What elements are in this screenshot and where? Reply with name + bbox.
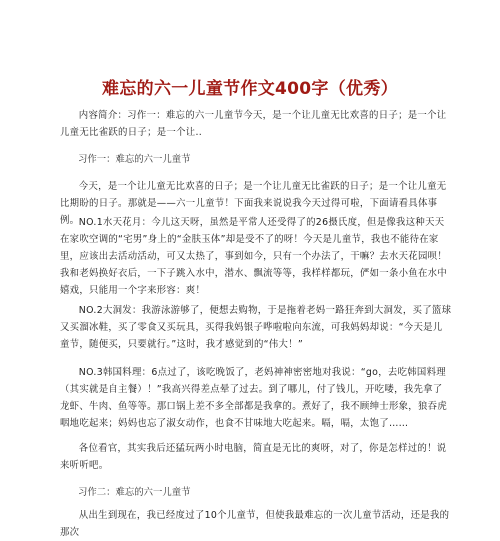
paragraph-shopping: NO.2大洞发：我游泳游够了，便想去购物，于是拖着老妈一路狂奔到大洞发，买了篮球又买溜冰鞋，买了零食又买玩具，买得我妈银子哗啦啦向东流，可我妈妈却说：“今天是儿童节，随便买，只要就行。”这时，我才感觉到的“伟大！” — [60, 305, 452, 350]
document-title: 难忘的六一儿童节作文400字（优秀） — [102, 79, 398, 99]
paragraph-closing: 各位看官，其实我后还猛玩两小时电脑，简直是无比的爽呀，对了，你是怎样过的！说来听听吧。 — [60, 443, 447, 471]
paragraph-opening: 今天，是一个让儿童无比欢喜的日子；是一个让儿童无比雀跃的日子；是一个让儿童无比期盼的日子。那就是——六一儿童节！下面我来说说我今天过得可啦，下面请看具体事例。 — [60, 181, 447, 226]
essay-one-heading: 习作一：难忘的六一儿童节 — [78, 154, 191, 165]
essay-two-heading: 习作二：难忘的六一儿童节 — [78, 487, 191, 498]
paragraph-korean-food: NO.3韩国料理：6点过了，该吃晚饭了，老妈神神密密地对我说：“go，去吃韩国料理（其实就是自主餐）！”我高兴得差点晕了过去。到了哪儿，付了钱儿，开吃喽，我先拿了龙虾、牛肉、鱼等等。那口锅上差不多全部都是我拿的。煮好了，我不顾绅士形象，狼吞虎咽地吃起来；妈妈也忘了淑女动作，也食不甘味地大吃起来。嗝，嗝，太饱了…… — [60, 367, 448, 429]
paragraph-water-park: NO.1水天花月：今儿这天呀，虽然是平常人还受得了的26摄氏度，但是像我这种天天在家吹空调的“宅男”身上的“金肤玉体”却是受不了的呀！今天是儿童节，我也不能待在家里，应该出去活动活动，可又太热了，事到如今，只有一个办法了，干嘛？去水天花园呗！我和老妈换好衣后，一下子跳入水中，潜水、飘流等等，我样样都玩，俨如一条小鱼在水中嬉戏，只能用一个字来形容：爽！ — [60, 217, 448, 296]
intro-paragraph: 内容简介：习作一：难忘的六一儿童节今天，是一个让儿童无比欢喜的日子；是一个让儿童无比雀跃的日子；是一个让.. — [60, 110, 447, 138]
paragraph-essay-two: 从出生到现在，我已经度过了10个儿童节，但使我最难忘的一次儿童节活动，还是我的那次 — [60, 510, 450, 538]
